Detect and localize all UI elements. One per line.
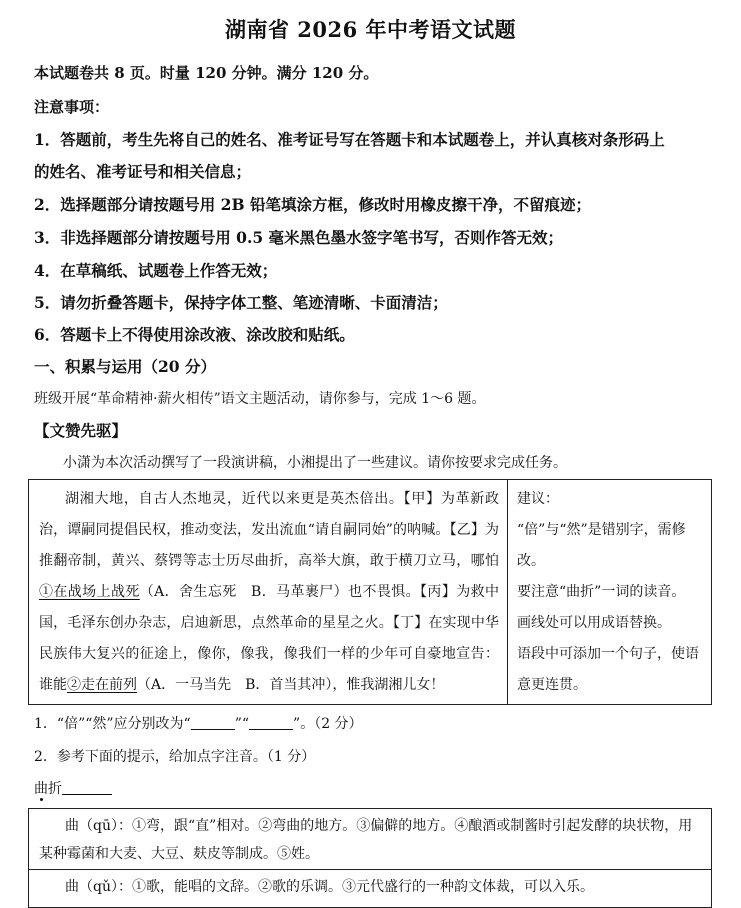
section-intro: 班级开展“革命精神·薪火相传”语文主题活动，请你参与，完成 1～6 题。 — [34, 391, 486, 407]
notice-item: 3．非选择题部分请按题号用 0.5 毫米黑色墨水签字笔书写，否则作答无效； — [34, 228, 564, 247]
underlined-phrase-1: ①在战场上战死 — [39, 584, 140, 600]
suggestion-item: 要注意“曲折”一词的读音。 — [517, 584, 686, 600]
answer-blank[interactable] — [191, 715, 235, 730]
suggestions-label: 建议： — [517, 491, 559, 507]
question-1: 1．“倍”“然”应分别改为“ ”“ ”。（2 分） — [34, 716, 363, 732]
question-2: 2．参考下面的提示，给加点字注音。（1 分） — [34, 749, 316, 765]
dictionary-entry-1: 曲（qū）：①弯，跟“直”相对。②弯曲的地方。③偏僻的地方。④酿酒或制酱时引起发酵的块状物，用某种霉菌和大麦、大豆、麸皮等制成。⑤姓。 — [39, 818, 693, 862]
notice-item: 4．在草稿纸、试题卷上作答无效； — [34, 261, 278, 280]
page-title: 湖南省 2026 年中考语文试题 — [224, 17, 517, 42]
section-heading: 一、积累与运用（20 分） — [34, 357, 216, 376]
subsection-heading: 【文赞先驱】 — [34, 421, 128, 440]
suggestion-item: 画线处可以用成语替换。 — [517, 615, 671, 631]
notice-item: 的姓名、准考证号和相关信息； — [34, 162, 252, 181]
dictionary-divider — [29, 869, 711, 870]
task-instruction: 小潇为本次活动撰写了一段演讲稿，小湘提出了一些建议。请你按要求完成任务。 — [63, 455, 567, 471]
table-divider — [507, 480, 508, 704]
dictionary-box — [28, 808, 712, 908]
speech-table — [28, 479, 712, 705]
dotted-character: 曲 — [34, 781, 48, 797]
underlined-phrase-2: ②走在前列 — [67, 677, 137, 693]
notice-item: 2．选择题部分请按题号用 2B 铅笔填涂方框，修改时用橡皮擦干净，不留痕迹； — [34, 195, 591, 214]
suggestion-item: 语段中可添加一个句子，使语意更连贯。 — [517, 646, 699, 693]
pinyin-target: 曲折 — [34, 778, 112, 798]
notice-heading: 注意事项： — [34, 98, 110, 116]
answer-blank[interactable] — [62, 780, 112, 795]
notice-item: 5．请勿折叠答题卡，保持字体工整、笔迹清晰、卡面清洁； — [34, 293, 448, 312]
notice-item: 1．答题前，考生先将自己的姓名、准考证号写在答题卡和本试题卷上，并认真核对条形码上 — [34, 130, 665, 149]
speech-text: 湖湘大地，自古人杰地灵，近代以来更是英杰倍出。【甲】为革新政治，谭嗣同提倡民权，推动变法，发出流血“请自嗣同始”的呐喊。【乙】为推翻帝制，黄兴、蔡锷等志士历尽曲折，高举大旗，敢于横刀立马，哪怕①在战场上战死（A．舍生忘死 B．马革裹尸）也不畏惧。【丙】为救中国，毛泽东创办杂志，启迪新思，点然革命的星星之火。【丁】在实现中华民族伟大复兴的征途上，像你，像我，像我们一样的少年可自豪地宣告：谁能②走在前列（A．一马当先 B．首当其冲），惟我湖湘儿女！ — [39, 491, 500, 693]
answer-blank[interactable] — [249, 715, 293, 730]
notice-item: 6．答题卡上不得使用涂改液、涂改胶和贴纸。 — [34, 325, 355, 344]
suggestion-item: “倍”与“然”是错别字，需修改。 — [517, 522, 686, 569]
exam-meta: 本试题卷共 8 页。时量 120 分钟。满分 120 分。 — [34, 64, 379, 82]
dictionary-entry-2: 曲（qǔ）：①歌，能唱的文辞。②歌的乐调。③元代盛行的一种韵文体裁，可以入乐。 — [65, 879, 594, 895]
suggestions-column — [517, 484, 705, 701]
